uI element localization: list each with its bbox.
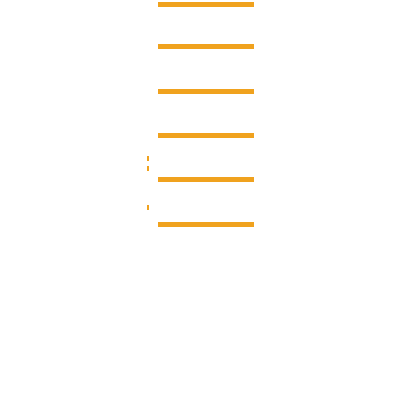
- margin-tab: [147, 166, 149, 171]
- toc-entry: [158, 165, 254, 167]
- toc-entry: [158, 32, 254, 34]
- unit-rows: [158, 138, 254, 167]
- unit-section-2: [158, 44, 254, 80]
- margin-tab: [147, 205, 149, 210]
- unit-rows: [158, 227, 254, 233]
- toc-entry: [158, 231, 254, 233]
- unit-section-5: [158, 177, 254, 213]
- toc-entry: [158, 77, 254, 79]
- toc-column: [158, 2, 254, 233]
- unit-section-1: [158, 2, 254, 34]
- unit-rows: [158, 7, 254, 34]
- toc-entry: [158, 210, 254, 212]
- unit-section-6: [158, 222, 254, 233]
- toc-entry: [158, 121, 254, 123]
- unit-rows: [158, 94, 254, 123]
- margin-tab: [147, 156, 149, 161]
- unit-rows: [158, 182, 254, 213]
- unit-rows: [158, 49, 254, 80]
- unit-section-3: [158, 89, 254, 123]
- unit-section-4: [158, 133, 254, 167]
